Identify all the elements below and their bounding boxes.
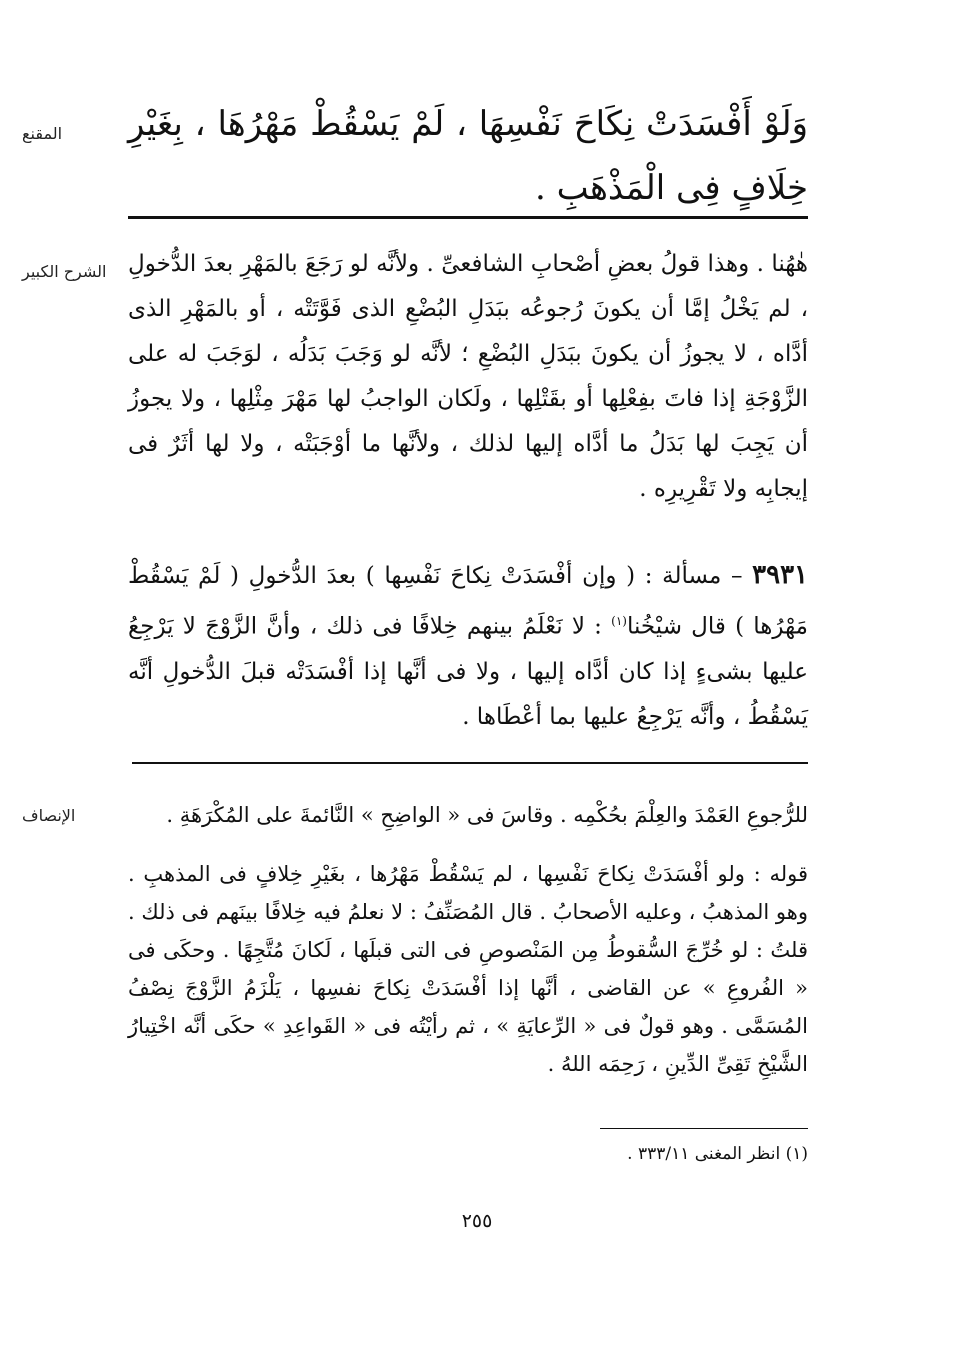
footnote: (١) انظر المغنى ٣٣٣/١١ . — [627, 1144, 808, 1164]
footnote-reference: (١) — [611, 614, 627, 628]
section-label-sharh: الشرح الكبير — [22, 262, 107, 281]
section-divider-thick — [128, 216, 808, 219]
section-label-insaf: الإنصاف — [22, 806, 76, 825]
insaf-text: للرُّجوعِ العَمْدَ والعِلْمَ بحُكْمِه . وقاسَ فى « الواضِحِ » النَّائمةَ على المُكْرَهَةِ . — [166, 803, 808, 827]
masala-text-part1: – مسألة : ( وإن أفْسَدَتْ نِكاحَ نَفْسِها ) بعدَ الدُّخولِ ( لَمْ يَسْقُطْ مَهْرُها ) قال شيْخُنا — [128, 563, 808, 640]
section-label-muqni: المقنع — [22, 124, 63, 143]
insaf-paragraph: قوله : ولو أفْسَدَتْ نِكاحَ نَفْسِها ، لم يَسْقُطْ مَهْرُها ، بغَيْرِ خِلافٍ فى المذهبِ . وهو المذهبُ ، وعليه الأصحابُ . قال المُصَنِّفُ : لا نعلمُ فيه خِلافًا بينَهم فى ذلك . قلتُ : لو خُرِّجَ السُّقوطُ مِن المَنْصوصِ فى التى قبلَها ، لَكانَ مُتَّجِهًا . وحكَى فى « الفُروعِ » عن القاضى ، أنَّها إذا أفْسَدَتْ نِكاحَ نفسِها ، يَلْزَمُ الزَّوْجَ نِصْفُ المُسَمَّى . وهو قولٌ فى « الرِّعايَةِ » ، ثم رأيْتُه فى « القَواعِدِ » حكَى أنَّه اخْتِيارُ الشَّيْخِ تَقِىِّ الدِّينِ ، رَحِمَه اللهُ . — [128, 862, 808, 1076]
footnote-divider — [600, 1128, 808, 1129]
page-number: ٢٥٥ — [461, 1210, 493, 1232]
masala-text-part2: : لا نَعْلَمُ بينهم خِلافًا فى ذلك ، وأنَّ الزَّوْجَ لا يَرْجِعُ عليها بشىءٍ إذا كان أدَّاه إليها ، ولا فى أنَّها إذا أفْسَدَتْه قبلَ الدُّخولِ أنَّه يَسْقُطُ ، وأنَّه يَرْجِعُ عليها بما أعْطَاها . — [128, 613, 808, 730]
masala-paragraph — [128, 553, 808, 740]
section-divider-thin — [132, 762, 808, 764]
sharh-text: هٰهُنا . وهذا قولُ بعضِ أصْحابِ الشافعىِّ . ولأنَّه لو رَجَعَ بالمَهْرِ بعدَ الدُّخولِ ، لم يَخْلُ إمَّا أن يكونَ رُجوعُه ببَدَلِ البُضْعِ الذى فَوَّتَتْه ، أو بالمَهْرِ الذى أدَّاه ، لا يجوزُ أن يكونَ ببَدَلِ البُضْعِ ؛ لأنَّه لو وَجَبَ بَدَلُه ، لوَجَبَ له على الزَّوْجَةِ إذا فاتَ بفِعْلِها أو بقَتْلِها ، ولَكان الواجبُ لها مَهْرَ مِثْلِها ، ولا يجوزُ أن يَجِبَ لها بَدَلُ ما أدَّاه إليها لذلك ، ولأنَّها ما أوْجَبَتْه ، ولا لها أثَرٌ فى إيجابِه ولا تَقْرِيرِه . — [128, 251, 808, 502]
muqni-text: وَلَوْ أَفْسَدَتْ نِكَاحَ نَفْسِهَا ، لَمْ يَسْقُطْ مَهْرُهَا ، بِغَيْرِ خِلَافٍ فِى الْمَذْهَبِ . — [128, 104, 808, 208]
masala-number: ٣٩٣١ — [752, 560, 808, 590]
